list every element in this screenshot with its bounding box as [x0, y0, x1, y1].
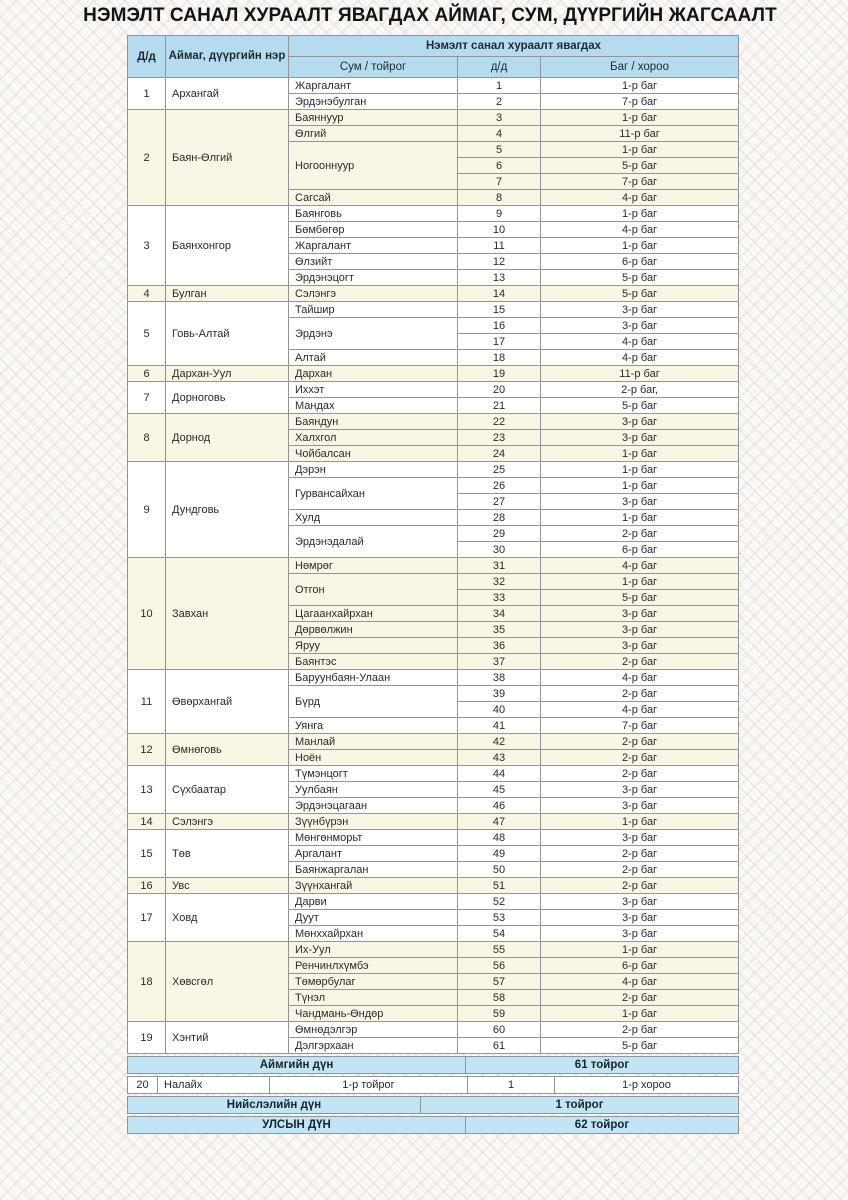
- sum-name-cell: Эрдэнэцогт: [289, 270, 458, 286]
- aimag-name-cell: Говь-Алтай: [166, 302, 289, 366]
- sum-name-cell: Манлай: [289, 734, 458, 750]
- state-total-table: [127, 1116, 739, 1134]
- aimag-name-cell: Төв: [166, 830, 289, 878]
- voting-locations-table: [127, 35, 739, 1054]
- main-table-body: [128, 78, 739, 1054]
- aimag-name-cell: Дорноговь: [166, 382, 289, 414]
- entry-number-cell: 6: [458, 158, 541, 174]
- table-header: [128, 36, 739, 78]
- entry-number-cell: 25: [458, 462, 541, 478]
- table-row: [128, 206, 739, 222]
- header-row-1: [128, 36, 739, 57]
- table-row: [128, 670, 739, 686]
- aimag-name-cell: Хэнтий: [166, 1022, 289, 1054]
- sum-name-cell: Өмнөдэлгэр: [289, 1022, 458, 1038]
- bag-cell: 4-р баг: [541, 190, 739, 206]
- sum-name-cell: Уулбаян: [289, 782, 458, 798]
- table-row: [128, 286, 739, 302]
- entry-number-cell: 30: [458, 542, 541, 558]
- aimag-name-cell: Өмнөговь: [166, 734, 289, 766]
- bag-cell: 3-р баг: [541, 430, 739, 446]
- header-cell-sum: Сум / тойрог: [289, 57, 458, 78]
- aimag-name-cell: Сэлэнгэ: [166, 814, 289, 830]
- sum-name-cell: Дэлгэрхаан: [289, 1038, 458, 1054]
- sum-name-cell: Халхгол: [289, 430, 458, 446]
- header-cell-group: Нэмэлт санал хураалт явагдах: [289, 36, 739, 57]
- bag-cell: 2-р баг: [541, 526, 739, 542]
- table-row: [128, 1022, 739, 1038]
- bag-cell: 1-р баг: [541, 462, 739, 478]
- entry-number-cell: 14: [458, 286, 541, 302]
- entry-number-cell: 11: [458, 238, 541, 254]
- entry-number-cell: 38: [458, 670, 541, 686]
- bag-cell: 3-р баг: [541, 830, 739, 846]
- bag-cell: 3-р баг: [541, 302, 739, 318]
- entry-number-cell: 21: [458, 398, 541, 414]
- state-total-row-value: 62 тойрог: [466, 1117, 739, 1134]
- sum-name-cell: Түмэнцогт: [289, 766, 458, 782]
- bag-cell: 2-р баг: [541, 766, 739, 782]
- bag-cell: 3-р баг: [541, 926, 739, 942]
- entry-number-cell: 53: [458, 910, 541, 926]
- group-number-cell: 8: [128, 414, 166, 462]
- entry-number-cell: 40: [458, 702, 541, 718]
- sum-name-cell: Дөрвөлжин: [289, 622, 458, 638]
- sum-name-cell: Дархан: [289, 366, 458, 382]
- bag-cell: 7-р баг: [541, 94, 739, 110]
- sum-name-cell: Эрдэнэдалай: [289, 526, 458, 558]
- table-row: [128, 414, 739, 430]
- aimag-total-row-label: Аймгийн дүн: [128, 1057, 466, 1074]
- bag-cell: 1-р баг: [541, 478, 739, 494]
- bag-cell: 2-р баг: [541, 878, 739, 894]
- sum-name-cell: Иххэт: [289, 382, 458, 398]
- entry-number-cell: 24: [458, 446, 541, 462]
- aimag-name-cell: Булган: [166, 286, 289, 302]
- bag-cell: 4-р баг: [541, 670, 739, 686]
- nalaikh-row: [128, 1077, 739, 1094]
- bag-cell: 3-р баг: [541, 894, 739, 910]
- table-area: [127, 35, 738, 1134]
- bag-cell: 4-р баг: [541, 974, 739, 990]
- sum-name-cell: Дэрэн: [289, 462, 458, 478]
- group-number-cell: 9: [128, 462, 166, 558]
- entry-number-cell: 37: [458, 654, 541, 670]
- bag-cell: 3-р баг: [541, 622, 739, 638]
- bag-cell: 6-р баг: [541, 542, 739, 558]
- entry-number-cell: 60: [458, 1022, 541, 1038]
- bag-cell: 2-р баг,: [541, 382, 739, 398]
- entry-number-cell: 20: [458, 382, 541, 398]
- bag-cell: 3-р баг: [541, 606, 739, 622]
- entry-number-cell: 16: [458, 318, 541, 334]
- sum-name-cell: Уянга: [289, 718, 458, 734]
- sum-name-cell: Их-Уул: [289, 942, 458, 958]
- entry-number-cell: 28: [458, 510, 541, 526]
- group-number-cell: 2: [128, 110, 166, 206]
- sum-name-cell: Баянтэс: [289, 654, 458, 670]
- group-number-cell: 16: [128, 878, 166, 894]
- sum-name-cell: Түнэл: [289, 990, 458, 1006]
- group-number-cell: 17: [128, 894, 166, 942]
- entry-number-cell: 2: [458, 94, 541, 110]
- nalaikh-table: [127, 1076, 739, 1094]
- state-total-body: [128, 1117, 739, 1134]
- bag-cell: 4-р баг: [541, 702, 739, 718]
- capital-total-row: [128, 1097, 739, 1114]
- capital-total-body: [128, 1097, 739, 1114]
- sum-name-cell: Зүүнбүрэн: [289, 814, 458, 830]
- entry-number-cell: 1: [458, 78, 541, 94]
- sum-name-cell: Сагсай: [289, 190, 458, 206]
- entry-number-cell: 50: [458, 862, 541, 878]
- group-number-cell: 11: [128, 670, 166, 734]
- aimag-name-cell: Сүхбаатар: [166, 766, 289, 814]
- entry-number-cell: 29: [458, 526, 541, 542]
- table-row: [128, 814, 739, 830]
- bag-cell: 3-р баг: [541, 318, 739, 334]
- sum-name-cell: Өлгий: [289, 126, 458, 142]
- entry-number-cell: 57: [458, 974, 541, 990]
- table-row: [128, 894, 739, 910]
- nalaikh-number-cell: 20: [128, 1077, 158, 1094]
- header-cell-subnum: д/д: [458, 57, 541, 78]
- bag-cell: 1-р баг: [541, 110, 739, 126]
- sum-name-cell: Ногооннуур: [289, 142, 458, 190]
- aimag-name-cell: Дундговь: [166, 462, 289, 558]
- nalaikh-name-cell: Налайх: [158, 1077, 270, 1094]
- bag-cell: 6-р баг: [541, 254, 739, 270]
- entry-number-cell: 59: [458, 1006, 541, 1022]
- group-number-cell: 7: [128, 382, 166, 414]
- entry-number-cell: 35: [458, 622, 541, 638]
- entry-number-cell: 54: [458, 926, 541, 942]
- sum-name-cell: Тайшир: [289, 302, 458, 318]
- entry-number-cell: 58: [458, 990, 541, 1006]
- sum-name-cell: Хулд: [289, 510, 458, 526]
- bag-cell: 1-р баг: [541, 238, 739, 254]
- entry-number-cell: 9: [458, 206, 541, 222]
- entry-number-cell: 10: [458, 222, 541, 238]
- bag-cell: 3-р баг: [541, 782, 739, 798]
- table-row: [128, 302, 739, 318]
- sum-name-cell: Аргалант: [289, 846, 458, 862]
- entry-number-cell: 5: [458, 142, 541, 158]
- table-row: [128, 382, 739, 398]
- bag-cell: 5-р баг: [541, 590, 739, 606]
- entry-number-cell: 27: [458, 494, 541, 510]
- bag-cell: 1-р баг: [541, 574, 739, 590]
- group-number-cell: 19: [128, 1022, 166, 1054]
- bag-cell: 1-р баг: [541, 1006, 739, 1022]
- aimag-name-cell: Ховд: [166, 894, 289, 942]
- capital-total-row-label: Нийслэлийн дүн: [128, 1097, 421, 1114]
- aimag-name-cell: Архангай: [166, 78, 289, 110]
- aimag-name-cell: Дорнод: [166, 414, 289, 462]
- table-row: [128, 878, 739, 894]
- bag-cell: 5-р баг: [541, 286, 739, 302]
- table-row: [128, 942, 739, 958]
- capital-total-row-value: 1 тойрог: [421, 1097, 739, 1114]
- sum-name-cell: Өлзийт: [289, 254, 458, 270]
- group-number-cell: 10: [128, 558, 166, 670]
- sum-name-cell: Жаргалант: [289, 78, 458, 94]
- group-number-cell: 12: [128, 734, 166, 766]
- bag-cell: 2-р баг: [541, 654, 739, 670]
- entry-number-cell: 31: [458, 558, 541, 574]
- aimag-total-table: [127, 1056, 739, 1074]
- entry-number-cell: 19: [458, 366, 541, 382]
- table-row: [128, 462, 739, 478]
- bag-cell: 5-р баг: [541, 1038, 739, 1054]
- aimag-name-cell: Өвөрхангай: [166, 670, 289, 734]
- aimag-name-cell: Увс: [166, 878, 289, 894]
- aimag-name-cell: Хөвсгөл: [166, 942, 289, 1022]
- bag-cell: 4-р баг: [541, 558, 739, 574]
- table-row: [128, 830, 739, 846]
- bag-cell: 6-р баг: [541, 958, 739, 974]
- aimag-total-row: [128, 1057, 739, 1074]
- sum-name-cell: Дуут: [289, 910, 458, 926]
- table-row: [128, 766, 739, 782]
- header-cell-aimag: Аймаг, дүүргийн нэр: [166, 36, 289, 78]
- nalaikh-horoo-cell: 1-р хороо: [555, 1077, 739, 1094]
- sum-name-cell: Отгон: [289, 574, 458, 606]
- sum-name-cell: Алтай: [289, 350, 458, 366]
- entry-number-cell: 41: [458, 718, 541, 734]
- entry-number-cell: 61: [458, 1038, 541, 1054]
- entry-number-cell: 46: [458, 798, 541, 814]
- sum-name-cell: Мандах: [289, 398, 458, 414]
- page-title: НЭМЭЛТ САНАЛ ХУРААЛТ ЯВАГДАХ АЙМАГ, СУМ, ДҮҮРГИЙН ЖАГСААЛТ: [83, 5, 777, 26]
- aimag-total-body: [128, 1057, 739, 1074]
- bag-cell: 2-р баг: [541, 1022, 739, 1038]
- header-cell-num: Д/д: [128, 36, 166, 78]
- bag-cell: 7-р баг: [541, 718, 739, 734]
- bag-cell: 1-р баг: [541, 206, 739, 222]
- bag-cell: 2-р баг: [541, 846, 739, 862]
- sum-name-cell: Сэлэнгэ: [289, 286, 458, 302]
- aimag-name-cell: Дархан-Уул: [166, 366, 289, 382]
- entry-number-cell: 26: [458, 478, 541, 494]
- entry-number-cell: 36: [458, 638, 541, 654]
- entry-number-cell: 47: [458, 814, 541, 830]
- entry-number-cell: 8: [458, 190, 541, 206]
- group-number-cell: 14: [128, 814, 166, 830]
- sum-name-cell: Төмөрбулаг: [289, 974, 458, 990]
- sum-name-cell: Ноён: [289, 750, 458, 766]
- entry-number-cell: 51: [458, 878, 541, 894]
- sum-name-cell: Эрдэнэбулган: [289, 94, 458, 110]
- aimag-name-cell: Завхан: [166, 558, 289, 670]
- sum-name-cell: Баяндун: [289, 414, 458, 430]
- group-number-cell: 6: [128, 366, 166, 382]
- header-cell-bag: Баг / хороо: [541, 57, 739, 78]
- bag-cell: 2-р баг: [541, 750, 739, 766]
- entry-number-cell: 43: [458, 750, 541, 766]
- sum-name-cell: Дарви: [289, 894, 458, 910]
- entry-number-cell: 45: [458, 782, 541, 798]
- aimag-total-row-value: 61 тойрог: [466, 1057, 739, 1074]
- capital-total-table: [127, 1096, 739, 1114]
- table-row: [128, 366, 739, 382]
- table-row: [128, 110, 739, 126]
- sum-name-cell: Бүрд: [289, 686, 458, 718]
- sum-name-cell: Мөнххайрхан: [289, 926, 458, 942]
- entry-number-cell: 12: [458, 254, 541, 270]
- entry-number-cell: 52: [458, 894, 541, 910]
- group-number-cell: 3: [128, 206, 166, 286]
- bag-cell: 5-р баг: [541, 270, 739, 286]
- entry-number-cell: 42: [458, 734, 541, 750]
- bag-cell: 2-р баг: [541, 686, 739, 702]
- sum-name-cell: Жаргалант: [289, 238, 458, 254]
- sum-name-cell: Эрдэнэ: [289, 318, 458, 350]
- sum-name-cell: Цагаанхайрхан: [289, 606, 458, 622]
- bag-cell: 3-р баг: [541, 910, 739, 926]
- group-number-cell: 4: [128, 286, 166, 302]
- bag-cell: 7-р баг: [541, 174, 739, 190]
- entry-number-cell: 3: [458, 110, 541, 126]
- entry-number-cell: 49: [458, 846, 541, 862]
- bag-cell: 1-р баг: [541, 142, 739, 158]
- entry-number-cell: 22: [458, 414, 541, 430]
- bag-cell: 3-р баг: [541, 494, 739, 510]
- bag-cell: 1-р баг: [541, 510, 739, 526]
- entry-number-cell: 56: [458, 958, 541, 974]
- group-number-cell: 13: [128, 766, 166, 814]
- entry-number-cell: 17: [458, 334, 541, 350]
- bag-cell: 2-р баг: [541, 990, 739, 1006]
- sum-name-cell: Яруу: [289, 638, 458, 654]
- entry-number-cell: 55: [458, 942, 541, 958]
- entry-number-cell: 13: [458, 270, 541, 286]
- sum-name-cell: Нөмрөг: [289, 558, 458, 574]
- bag-cell: 4-р баг: [541, 350, 739, 366]
- sum-name-cell: Мөнгөнморьт: [289, 830, 458, 846]
- bag-cell: 11-р баг: [541, 126, 739, 142]
- bag-cell: 1-р баг: [541, 446, 739, 462]
- group-number-cell: 15: [128, 830, 166, 878]
- bag-cell: 3-р баг: [541, 414, 739, 430]
- nalaikh-toirog-cell: 1-р тойрог: [270, 1077, 468, 1094]
- sum-name-cell: Баруунбаян-Улаан: [289, 670, 458, 686]
- group-number-cell: 1: [128, 78, 166, 110]
- aimag-name-cell: Баян-Өлгий: [166, 110, 289, 206]
- bag-cell: 2-р баг: [541, 862, 739, 878]
- bag-cell: 3-р баг: [541, 798, 739, 814]
- sum-name-cell: Зүүнхангай: [289, 878, 458, 894]
- bag-cell: 1-р баг: [541, 814, 739, 830]
- entry-number-cell: 15: [458, 302, 541, 318]
- nalaikh-body: [128, 1077, 739, 1094]
- bag-cell: 5-р баг: [541, 158, 739, 174]
- sum-name-cell: Баяннуур: [289, 110, 458, 126]
- table-row: [128, 558, 739, 574]
- entry-number-cell: 33: [458, 590, 541, 606]
- bag-cell: 3-р баг: [541, 638, 739, 654]
- bag-cell: 4-р баг: [541, 222, 739, 238]
- entry-number-cell: 32: [458, 574, 541, 590]
- entry-number-cell: 34: [458, 606, 541, 622]
- sum-name-cell: Чойбалсан: [289, 446, 458, 462]
- entry-number-cell: 23: [458, 430, 541, 446]
- bag-cell: 11-р баг: [541, 366, 739, 382]
- bag-cell: 5-р баг: [541, 398, 739, 414]
- sum-name-cell: Чандмань-Өндөр: [289, 1006, 458, 1022]
- sum-name-cell: Баянжаргалан: [289, 862, 458, 878]
- state-total-row-label: УЛСЫН ДҮН: [128, 1117, 466, 1134]
- bag-cell: 2-р баг: [541, 734, 739, 750]
- group-number-cell: 18: [128, 942, 166, 1022]
- entry-number-cell: 44: [458, 766, 541, 782]
- bag-cell: 4-р баг: [541, 334, 739, 350]
- entry-number-cell: 39: [458, 686, 541, 702]
- nalaikh-entry-number-cell: 1: [468, 1077, 555, 1094]
- sum-name-cell: Бөмбөгөр: [289, 222, 458, 238]
- bag-cell: 1-р баг: [541, 942, 739, 958]
- sum-name-cell: Баянговь: [289, 206, 458, 222]
- aimag-name-cell: Баянхонгор: [166, 206, 289, 286]
- state-total-row: [128, 1117, 739, 1134]
- table-row: [128, 78, 739, 94]
- group-number-cell: 5: [128, 302, 166, 366]
- entry-number-cell: 48: [458, 830, 541, 846]
- entry-number-cell: 7: [458, 174, 541, 190]
- sum-name-cell: Гурвансайхан: [289, 478, 458, 510]
- sum-name-cell: Эрдэнэцагаан: [289, 798, 458, 814]
- table-row: [128, 734, 739, 750]
- sum-name-cell: Ренчинлхүмбэ: [289, 958, 458, 974]
- entry-number-cell: 4: [458, 126, 541, 142]
- bag-cell: 1-р баг: [541, 78, 739, 94]
- entry-number-cell: 18: [458, 350, 541, 366]
